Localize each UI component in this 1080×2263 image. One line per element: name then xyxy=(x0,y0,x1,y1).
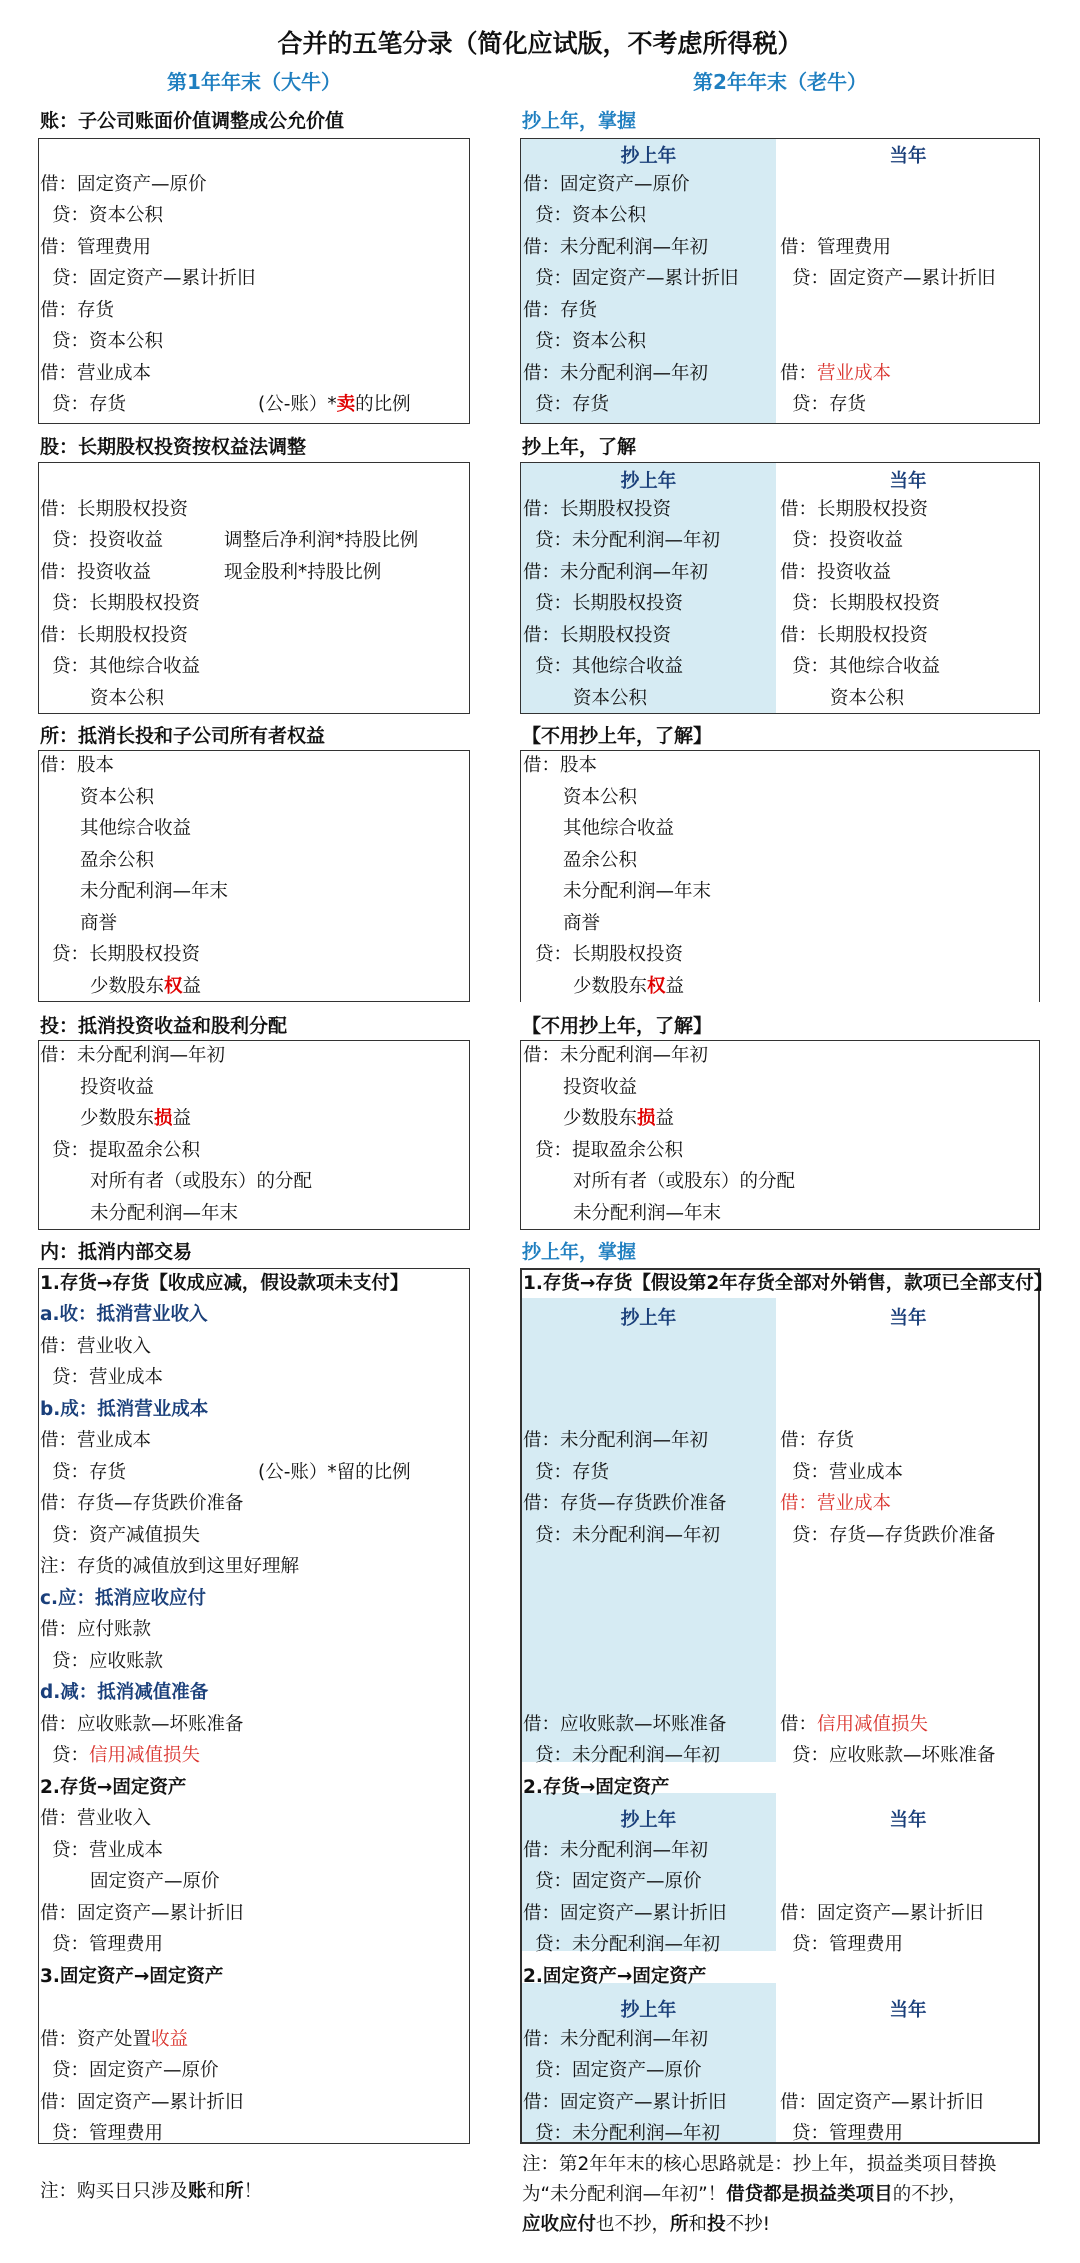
page-title: 合并的五笔分录（简化应试版，不考虑所得税） xyxy=(277,29,803,58)
s2-note0: 调整后净利润*持股比例 xyxy=(224,530,419,551)
s4-left-title: 投：抵消投资收益和股利分配 xyxy=(40,1015,288,1037)
s3-l4: 未分配利润—年末 xyxy=(80,881,229,902)
s2-l6: 资本公积 xyxy=(90,688,165,709)
s4-r1: 投资收益 xyxy=(563,1077,638,1098)
s5-l-c0: 借：应付账款 xyxy=(40,1619,152,1640)
s5-l-h2-0: 借：营业收入 xyxy=(40,1808,152,1829)
s3-l5: 商誉 xyxy=(80,913,118,934)
footer-left-note: 注：购买日只涉及账和所！ xyxy=(40,2181,263,2202)
s3-l3: 盈余公积 xyxy=(80,850,155,871)
s5-r-c2: 借：营业成本 xyxy=(780,1493,892,1514)
s2-left-title: 股：长期股权投资按权益法调整 xyxy=(40,436,307,458)
s5-r-h3c0: 借：固定资产—累计折旧 xyxy=(780,2092,984,2113)
s2-l1: 贷：投资收益 xyxy=(52,530,164,551)
s4-r4: 对所有者（或股东）的分配 xyxy=(573,1171,796,1192)
s2-l4: 借：长期股权投资 xyxy=(40,625,189,646)
s5-r-h2p3: 贷：未分配利润—年初 xyxy=(535,1934,721,1955)
s5-r-c1: 贷：营业成本 xyxy=(792,1462,904,1483)
s5-l-h2-3: 借：固定资产—累计折旧 xyxy=(40,1903,244,1924)
footer-right-note-1: 注：第2年年末的核心思路就是：抄上年，损益类项目替换 xyxy=(522,2154,997,2175)
s5-r-h3c1: 贷：管理费用 xyxy=(792,2123,904,2144)
s1-left-note: (公-账）*卖的比例 xyxy=(258,394,411,415)
s5-l-a: a.收：抵消营业收入 xyxy=(40,1304,208,1325)
s4-l3: 贷：提取盈余公积 xyxy=(52,1140,201,1161)
s1-c2: 借：营业成本 xyxy=(780,363,892,384)
s1-c4: 贷：存货 xyxy=(792,394,867,415)
s5-r-h2p0: 借：未分配利润—年初 xyxy=(523,1840,709,1861)
s3-r2: 其他综合收益 xyxy=(563,818,675,839)
s3-r4: 未分配利润—年末 xyxy=(563,881,712,902)
s5-l-a1: 贷：营业成本 xyxy=(52,1367,164,1388)
s1-p1: 贷：资本公积 xyxy=(535,205,647,226)
s5-r-h2c1: 贷：管理费用 xyxy=(792,1934,904,1955)
s5-l-d1: 贷：信用减值损失 xyxy=(52,1745,201,1766)
s1-l6: 借：营业成本 xyxy=(40,363,152,384)
s3-l6: 贷：长期股权投资 xyxy=(52,944,201,965)
s5-l-d0: 借：应收账款—坏账准备 xyxy=(40,1714,244,1735)
s5-l-b: b.成：抵消营业成本 xyxy=(40,1399,209,1420)
s1-l1: 贷：资本公积 xyxy=(52,205,164,226)
footer-right-note-3: 应收应付也不抄，所和投不抄! xyxy=(522,2214,770,2235)
s5-l-a0: 借：营业收入 xyxy=(40,1336,152,1357)
s1-l4: 借：存货 xyxy=(40,300,115,321)
s5-l-bnote: (公-账）*留的比例 xyxy=(258,1462,411,1483)
s2-l0: 借：长期股权投资 xyxy=(40,499,189,520)
s1-right-title: 抄上年，掌握 xyxy=(522,110,637,132)
s2-right-title: 抄上年，了解 xyxy=(522,436,637,458)
s1-l0: 借：固定资产—原价 xyxy=(40,174,207,195)
s1-left-title: 账：子公司账面价值调整成公允价值 xyxy=(40,110,345,132)
s5-r-p1: 贷：存货 xyxy=(535,1462,610,1483)
s5-r-h3p2: 借：固定资产—累计折旧 xyxy=(523,2092,727,2113)
s2-p5: 贷：其他综合收益 xyxy=(535,656,684,677)
s2-c4: 借：长期股权投资 xyxy=(780,625,929,646)
s1-l2: 借：管理费用 xyxy=(40,237,152,258)
s1-p2: 借：未分配利润—年初 xyxy=(523,237,709,258)
s1-l3: 贷：固定资产—累计折旧 xyxy=(52,268,256,289)
s5-l-h3-0: 借：资产处置收益 xyxy=(40,2029,189,2050)
s2-p4: 借：长期股权投资 xyxy=(523,625,672,646)
s5-sub-prev-3: 抄上年 xyxy=(620,2000,677,2021)
s3-r1: 资本公积 xyxy=(563,787,638,808)
s5-r-h2p1: 贷：固定资产—原价 xyxy=(535,1871,702,1892)
s5-r-c5: 贷：应收账款—坏账准备 xyxy=(792,1745,996,1766)
s2-c5: 贷：其他综合收益 xyxy=(792,656,941,677)
s5-r-p0: 借：未分配利润—年初 xyxy=(523,1430,709,1451)
s5-r-p3: 贷：未分配利润—年初 xyxy=(535,1525,721,1546)
s1-p7: 贷：存货 xyxy=(535,394,610,415)
s5-r-c0: 借：存货 xyxy=(780,1430,855,1451)
s3-r0: 借：股本 xyxy=(523,755,598,776)
s4-r2: 少数股东损益 xyxy=(563,1108,675,1129)
s1-l7: 贷：存货 xyxy=(52,394,127,415)
s3-r3: 盈余公积 xyxy=(563,850,638,871)
s2-c1: 贷：投资收益 xyxy=(792,530,904,551)
s2-p6: 资本公积 xyxy=(573,688,648,709)
s5-left-title: 内：抵消内部交易 xyxy=(40,1241,193,1263)
s5-l-h3-2: 借：固定资产—累计折旧 xyxy=(40,2092,244,2113)
s2-l5: 贷：其他综合收益 xyxy=(52,656,201,677)
s5-l-h2-4: 贷：管理费用 xyxy=(52,1934,164,1955)
s5-right-title: 抄上年，掌握 xyxy=(522,1241,637,1263)
s5-sub-prev-1: 抄上年 xyxy=(620,1308,677,1329)
s2-l2: 借：投资收益 xyxy=(40,562,152,583)
s5-l-h3-3: 贷：管理费用 xyxy=(52,2123,164,2144)
s3-right-title: 【不用抄上年，了解】 xyxy=(522,725,713,747)
s5-r-h1: 1.存货→存货【假设第2年存货全部对外销售，款项已全部支付】 xyxy=(523,1273,1053,1294)
s1-p5: 贷：资本公积 xyxy=(535,331,647,352)
col2-header: 第2年年末（老牛） xyxy=(693,70,867,94)
s4-right-title: 【不用抄上年，了解】 xyxy=(522,1015,713,1037)
s5-r-h2: 2.存货→固定资产 xyxy=(523,1777,670,1798)
col1-header: 第1年年末（大牛） xyxy=(167,70,341,94)
s2-p0: 借：长期股权投资 xyxy=(523,499,672,520)
s5-l-d: d.减：抵消减值准备 xyxy=(40,1682,209,1703)
s2-p1: 贷：未分配利润—年初 xyxy=(535,530,721,551)
s1-p4: 借：存货 xyxy=(523,300,598,321)
s5-l-b0: 借：营业成本 xyxy=(40,1430,152,1451)
s5-r-h3: 2.固定资产→固定资产 xyxy=(523,1966,707,1987)
s4-l1: 投资收益 xyxy=(80,1077,155,1098)
s1-p3: 贷：固定资产—累计折旧 xyxy=(535,268,739,289)
s3-left-title: 所：抵消长投和子公司所有者权益 xyxy=(40,725,326,747)
s5-l-b4: 注：存货的减值放到这里好理解 xyxy=(40,1556,300,1577)
s3-l0: 借：股本 xyxy=(40,755,115,776)
s5-l-b3: 贷：资产减值损失 xyxy=(52,1525,201,1546)
s2-c0: 借：长期股权投资 xyxy=(780,499,929,520)
s5-sub-prev-2: 抄上年 xyxy=(620,1810,677,1831)
s2-l3: 贷：长期股权投资 xyxy=(52,593,201,614)
s5-r-h3p3: 贷：未分配利润—年初 xyxy=(535,2123,721,2144)
s5-r-h2c0: 借：固定资产—累计折旧 xyxy=(780,1903,984,1924)
s2-sub-curr: 当年 xyxy=(889,471,927,492)
s4-r5: 未分配利润—年末 xyxy=(573,1203,722,1224)
s5-r-h3p0: 借：未分配利润—年初 xyxy=(523,2029,709,2050)
s3-r7: 少数股东权益 xyxy=(573,976,685,997)
s2-c3: 贷：长期股权投资 xyxy=(792,593,941,614)
s5-l-h2-1: 贷：营业成本 xyxy=(52,1840,164,1861)
s5-l-h2: 2.存货→固定资产 xyxy=(40,1777,187,1798)
s5-l-h1: 1.存货→存货【收成应减，假设款项未支付】 xyxy=(40,1273,409,1294)
s5-l-h2-2: 固定资产—原价 xyxy=(90,1871,220,1892)
s5-r-h2p2: 借：固定资产—累计折旧 xyxy=(523,1903,727,1924)
s5-l-h3-1: 贷：固定资产—原价 xyxy=(52,2060,219,2081)
s5-l-c: c.应：抵消应收应付 xyxy=(40,1588,206,1609)
s1-sub-curr: 当年 xyxy=(889,146,927,167)
s5-sub-curr-1: 当年 xyxy=(889,1308,927,1329)
s4-l5: 未分配利润—年末 xyxy=(90,1203,239,1224)
s1-p0: 借：固定资产—原价 xyxy=(523,174,690,195)
s5-sub-curr-3: 当年 xyxy=(889,2000,927,2021)
s1-c1: 贷：固定资产—累计折旧 xyxy=(792,268,996,289)
s2-sub-prev: 抄上年 xyxy=(620,471,677,492)
s3-r6: 贷：长期股权投资 xyxy=(535,944,684,965)
s5-r-p5: 贷：未分配利润—年初 xyxy=(535,1745,721,1766)
s2-p2: 借：未分配利润—年初 xyxy=(523,562,709,583)
s5-r-p2: 借：存货—存货跌价准备 xyxy=(523,1493,727,1514)
s5-l-b2: 借：存货—存货跌价准备 xyxy=(40,1493,244,1514)
s1-c0: 借：管理费用 xyxy=(780,237,892,258)
s5-r-c3: 贷：存货—存货跌价准备 xyxy=(792,1525,996,1546)
s4-r3: 贷：提取盈余公积 xyxy=(535,1140,684,1161)
s5-r-h3p1: 贷：固定资产—原价 xyxy=(535,2060,702,2081)
s4-l4: 对所有者（或股东）的分配 xyxy=(90,1171,313,1192)
s3-l1: 资本公积 xyxy=(80,787,155,808)
s2-note1: 现金股利*持股比例 xyxy=(224,562,382,583)
s4-l2: 少数股东损益 xyxy=(80,1108,192,1129)
s4-l0: 借：未分配利润—年初 xyxy=(40,1045,226,1066)
s5-l-c1: 贷：应收账款 xyxy=(52,1651,164,1672)
s5-r-c4: 借：信用减值损失 xyxy=(780,1714,929,1735)
s5-r-p4: 借：应收账款—坏账准备 xyxy=(523,1714,727,1735)
s3-l2: 其他综合收益 xyxy=(80,818,192,839)
s3-r5: 商誉 xyxy=(563,913,601,934)
s1-l5: 贷：资本公积 xyxy=(52,331,164,352)
s4-r0: 借：未分配利润—年初 xyxy=(523,1045,709,1066)
s2-p3: 贷：长期股权投资 xyxy=(535,593,684,614)
footer-right-note-2: 为“未分配利润—年初”！借贷都是损益类项目的不抄， xyxy=(522,2184,967,2205)
s3-l7: 少数股东权益 xyxy=(90,976,202,997)
s5-sub-curr-2: 当年 xyxy=(889,1810,927,1831)
s1-p6: 借：未分配利润—年初 xyxy=(523,363,709,384)
s2-c2: 借：投资收益 xyxy=(780,562,892,583)
s5-l-h3: 3.固定资产→固定资产 xyxy=(40,1966,224,1987)
s5-l-b1: 贷：存货 xyxy=(52,1462,127,1483)
s1-sub-prev: 抄上年 xyxy=(620,146,677,167)
s2-c6: 资本公积 xyxy=(830,688,905,709)
